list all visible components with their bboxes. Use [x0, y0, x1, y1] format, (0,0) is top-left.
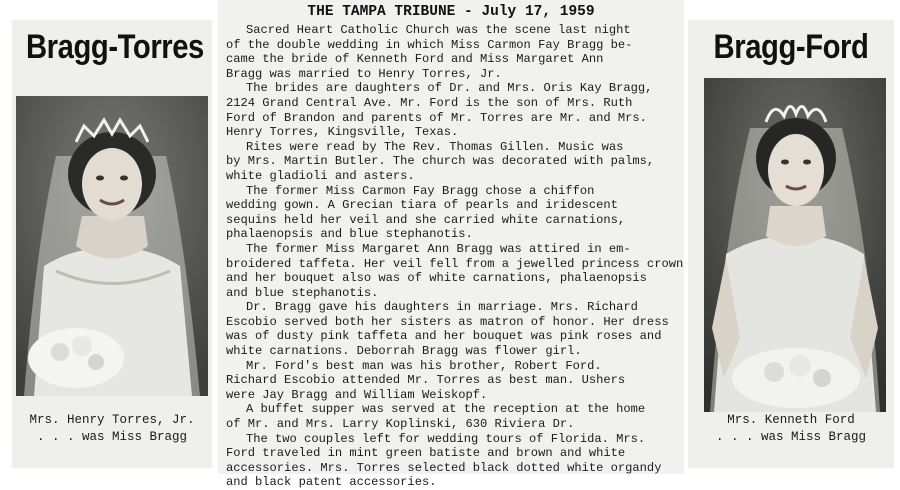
bride-right-illustration: [704, 78, 886, 412]
article-line: came the bride of Kenneth Ford and Miss Margaret Ann: [226, 52, 604, 67]
right-headline: Bragg-Ford: [713, 28, 869, 66]
article-paragraph: [226, 300, 680, 358]
article: [218, 0, 684, 490]
article-line: accessories. Mrs. Torres selected black dotted white organdy: [226, 460, 662, 475]
article-line: by Mrs. Martin Butler. The church was decorated with palms,: [226, 154, 655, 169]
article-line: 2124 Grand Central Ave. Mr. Ford is the son of Mrs. Ruth: [226, 95, 633, 110]
left-caption: [12, 412, 212, 446]
article-line: phalaenopsis and blue stephanotis.: [226, 227, 473, 242]
article-body: [226, 23, 684, 490]
article-line: and black patent accessories.: [226, 475, 437, 490]
article-line: white gladioli and asters.: [226, 168, 415, 183]
article-line: wedding gown. A Grecian tiara of pearls and iridescent: [226, 198, 618, 213]
article-line: was of dusty pink taffeta and her bouquet was pink roses and: [226, 329, 662, 344]
bride-left-illustration: [16, 96, 208, 396]
article-line: The brides are daughters of Dr. and Mrs. Oris Kay Bragg,: [246, 81, 653, 96]
article-line: Bragg was married to Henry Torres, Jr.: [226, 66, 502, 81]
masthead: THE TAMPA TRIBUNE - July 17, 1959: [307, 4, 595, 20]
article-line: Dr. Bragg gave his daughters in marriage. Mrs. Richard: [246, 300, 638, 315]
article-line: Sacred Heart Catholic Church was the scene last night: [246, 23, 631, 37]
article-line: white carnations. Deborrah Bragg was flower girl.: [226, 344, 582, 359]
article-paragraph: [226, 402, 680, 431]
left-caption-line: Mrs. Henry Torres, Jr.: [29, 413, 195, 427]
article-paragraph: [226, 23, 680, 81]
right-column: [688, 20, 894, 468]
article-line: sequins held her veil and she carried white carnations,: [226, 212, 626, 227]
article-paragraph: [226, 140, 680, 184]
article-line: Mr. Ford's best man was his brother, Robert Ford.: [246, 358, 602, 373]
article-line: broidered taffeta. Her veil fell from a jewelled princess crown: [226, 256, 684, 271]
article-paragraph: [226, 241, 684, 300]
article-paragraph: [226, 359, 680, 403]
article-line: of the double wedding in which Miss Carmon Fay Bragg be-: [226, 37, 633, 52]
article-line: A buffet supper was served at the reception at the home: [246, 402, 646, 417]
article-line: The former Miss Carmon Fay Bragg chose a chiffon: [246, 183, 595, 198]
bride-photo-right: [704, 78, 886, 412]
left-column: [12, 20, 212, 468]
article-line: and blue stephanotis.: [226, 285, 379, 300]
article-paragraph: [226, 432, 680, 490]
article-line: Richard Escobio attended Mr. Torres as best man. Ushers: [226, 373, 626, 388]
article-line: The two couples left for wedding tours of Florida. Mrs.: [246, 431, 646, 446]
right-caption-line: Mrs. Kenneth Ford: [727, 413, 855, 427]
left-headline: Bragg-Torres: [26, 28, 204, 66]
bride-photo-left: [16, 96, 208, 396]
article-line: were Jay Bragg and William Weiskopf.: [226, 387, 488, 402]
article-line: Rites were read by The Rev. Thomas Gillen. Music was: [246, 139, 624, 154]
article-line: and her bouquet also was of white carnations, phalaenopsis: [226, 271, 647, 286]
article-line: Escobio served both her sisters as matron of honor. Her dress: [226, 314, 669, 329]
right-caption-line: . . . was Miss Bragg: [715, 430, 867, 444]
article-line: The former Miss Margaret Ann Bragg was attired in em-: [246, 241, 631, 256]
right-caption: [688, 412, 894, 446]
article-paragraph: [226, 81, 680, 139]
article-line: Ford traveled in mint green batiste and brown and white: [226, 446, 626, 461]
article-line: Ford of Brandon and parents of Mr. Torres are Mr. and Mrs.: [226, 110, 647, 125]
left-caption-line: . . . was Miss Bragg: [36, 430, 188, 444]
article-line: of Mr. and Mrs. Larry Koplinski, 630 Riviera Dr.: [226, 417, 575, 432]
article-paragraph: [226, 184, 680, 242]
article-line: Henry Torres, Kingsville, Texas.: [226, 125, 459, 140]
